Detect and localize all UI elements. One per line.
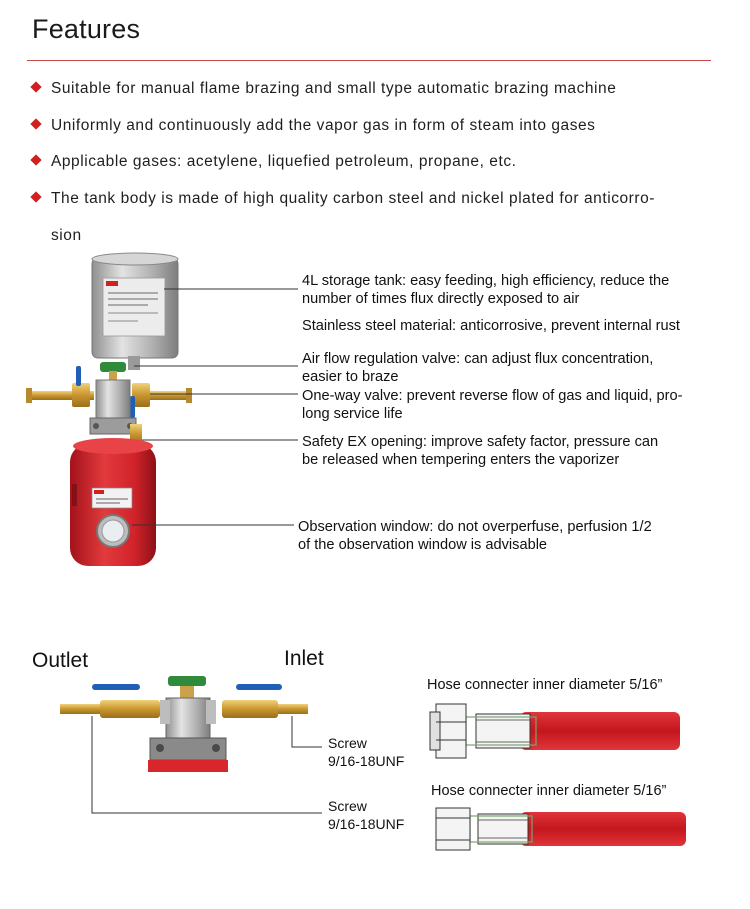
feature-text: Suitable for manual flame brazing and small type automatic brazing machine [51, 80, 617, 97]
callout-safety-opening [302, 433, 658, 469]
screw-label-outlet [328, 797, 404, 833]
port-assembly-illustration [60, 676, 308, 772]
feature-text: The tank body is made of high quality carbon steel and nickel plated for anticorro- [51, 190, 655, 207]
callout-line: long service life [302, 406, 403, 422]
callout-line: number of times flux directly exposed to air [302, 291, 580, 307]
callout-air-flow-valve [302, 350, 653, 386]
screw-title: Screw [328, 798, 367, 814]
hose-connector-1-illustration [430, 704, 680, 758]
callout-line: Stainless steel material: anticorrosive, prevent internal rust [302, 318, 680, 334]
vaporizer-tank-illustration [70, 438, 156, 566]
storage-tank-illustration [92, 253, 178, 370]
callout-storage-tank [302, 272, 669, 308]
callout-stainless-steel [302, 317, 680, 335]
callout-line: of the observation window is advisable [298, 537, 548, 553]
hose-connector-2-title: Hose connecter inner diameter 5/16” [431, 783, 667, 799]
callout-observation-window [298, 518, 652, 554]
hose-connector-1-title: Hose connecter inner diameter 5/16” [427, 677, 663, 693]
callout-line: Safety EX opening: improve safety factor, pressure can [302, 434, 659, 450]
callout-line: One-way valve: prevent reverse flow of gas and liquid, pro- [302, 388, 683, 404]
feature-text-continuation: sion [51, 227, 82, 244]
page-title: Features [32, 14, 141, 44]
valve-assembly-illustration [26, 362, 192, 444]
feature-text: Uniformly and continuously add the vapor gas in form of steam into gases [51, 117, 596, 134]
screw-spec: 9/16-18UNF [328, 753, 405, 769]
screw-label-inlet [328, 734, 404, 770]
callout-line: be released when tempering enters the vaporizer [302, 452, 620, 468]
inlet-label: Inlet [284, 647, 324, 670]
callout-line: easier to braze [302, 369, 399, 385]
callout-line: Observation window: do not overperfuse, perfusion 1/2 [298, 519, 652, 535]
callout-one-way-valve [302, 387, 682, 423]
callout-line: 4L storage tank: easy feeding, high efficiency, reduce the [302, 273, 670, 289]
feature-text: Applicable gases: acetylene, liquefied petroleum, propane, etc. [51, 153, 517, 170]
hose-connector-2-illustration [436, 808, 686, 850]
callout-line: Air flow regulation valve: can adjust flux concentration, [302, 351, 654, 367]
outlet-label: Outlet [32, 649, 89, 672]
screw-title: Screw [328, 735, 367, 751]
screw-spec: 9/16-18UNF [328, 816, 405, 832]
